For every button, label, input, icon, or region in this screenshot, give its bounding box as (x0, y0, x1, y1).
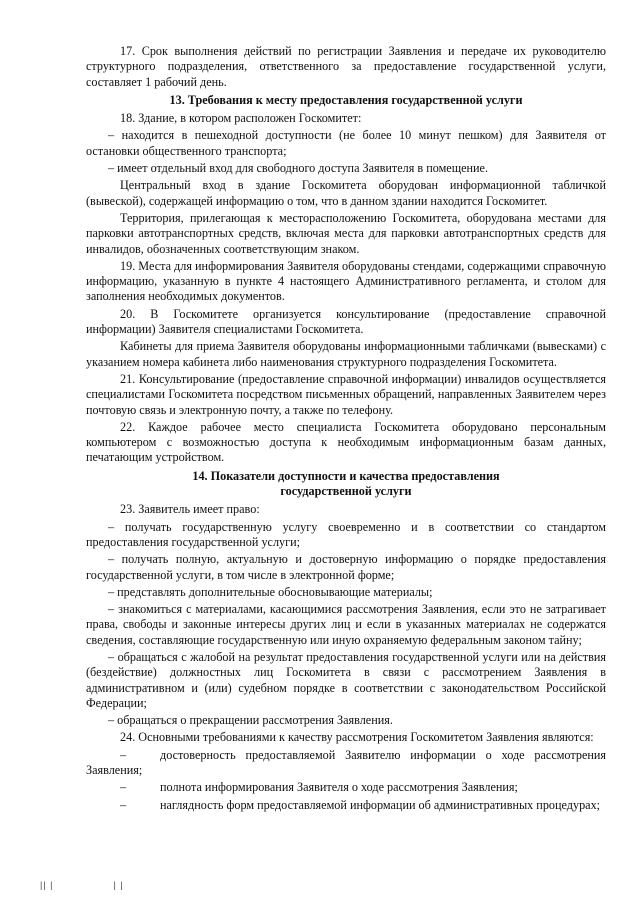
paragraph-24-item-3 (86, 798, 606, 813)
scan-marks (40, 880, 184, 890)
paragraph-23-item-4: – знакомиться с материалами, касающимися рассмотрения Заявления, если это не затрагивает права, свободы и законные интересы других лиц и если в указанных материалах не содержатся сведения, составляющие государственную или иную охраняемую федеральным законом тайну; (86, 602, 606, 647)
scan-mark-left: || | (40, 880, 54, 890)
paragraph-19: 19. Места для информирования Заявителя оборудованы стендами, содержащими справочную информацию, указанную в пункте 4 настоящего Административного регламента, и столом для заполнения необходимых документов. (86, 258, 606, 304)
paragraph-24-item-1 (86, 748, 606, 779)
document-page (86, 44, 606, 813)
paragraph-23-item-2: – получать полную, актуальную и достоверную информацию о порядке предоставления государственной услуги, в том числе в электронной форме; (86, 552, 606, 582)
paragraph-22: 22. Каждое рабочее место специалиста Госкомитета оборудовано персональным компьютером с возможностью доступа к необходимым информационным базам данных, печатающим устройством. (86, 419, 606, 465)
paragraph-17: 17. Срок выполнения действий по регистрации Заявления и передаче их руководителю структурного подразделения, ответственного за предоставление государственной услуги, составляет 1 рабочий день. (86, 44, 606, 89)
paragraph-24-item-1-text: достоверность предоставляемой Заявителю информации о ходе рассмотрения Заявления; (86, 747, 606, 778)
section-heading-14-line-1: 14. Показатели доступности и качества предоставления (192, 468, 500, 483)
paragraph-23-item-3: – представлять дополнительные обосновывающие материалы; (108, 584, 433, 599)
dash-marker: – (120, 747, 127, 762)
section-heading-14 (86, 469, 606, 500)
paragraph-23-item-6: – обращаться о прекращении рассмотрения Заявления. (108, 713, 393, 728)
paragraph-20: 20. В Госкомитете организуется консультирование (предоставление справочной информации) Заявителя специалистами Госкомитета. (86, 306, 606, 337)
section-heading-13: 13. Требования к месту предоставления государственной услуги (169, 92, 523, 107)
paragraph-24-item-2 (86, 780, 606, 795)
paragraph-24-item-2-text: полнота информирования Заявителя о ходе рассмотрения Заявления; (160, 780, 518, 795)
paragraph-24: 24. Основными требованиями к качеству рассмотрения Госкомитетом Заявления являются: (120, 730, 594, 745)
section-heading-14-line-2: государственной услуги (280, 484, 412, 499)
paragraph-18: 18. Здание, в котором расположен Госкомитет: (120, 111, 362, 126)
scan-mark-right: | | (113, 880, 124, 890)
paragraph-24-item-3-text: наглядность форм предоставляемой информации об административных процедурах; (160, 797, 601, 812)
paragraph-23-item-1: – получать государственную услугу своевременно и в соответствии со стандартом предоставления государственной услуги; (86, 519, 606, 549)
paragraph-21: 21. Консультирование (предоставление справочной информации) инвалидов осуществляется специалистами Госкомитета посредством письменных обращений, направленных Заявителем через почтовую связь и электронную почту, а также по телефону. (86, 371, 606, 417)
paragraph-18-entrance: Центральный вход в здание Госкомитета оборудован информационной табличкой (вывеской), содержащей информацию о том, что в данном здании находится Госкомитет. (86, 178, 606, 208)
paragraph-18-item-1: – находится в пешеходной доступности (не более 10 минут пешком) для Заявителя от остановки общественного транспорта; (86, 128, 606, 158)
dash-marker: – (120, 797, 127, 812)
dash-marker: – (120, 780, 127, 795)
paragraph-23: 23. Заявитель имеет право: (120, 502, 260, 517)
paragraph-23-item-5: – обращаться с жалобой на результат предоставления государственной услуги или на действия (бездействие) должностных лиц Госкомитета в связи с рассмотрением Заявления в административном и (или) судебном порядке в соответствии с законодательством Российской Федерации; (86, 649, 606, 710)
paragraph-18-parking: Территория, прилегающая к месторасположению Госкомитета, оборудована местами для парковки автотранспортных средств, включая места для парковки автотранспортных средств для инвалидов, обозначенных соответствующим знаком. (86, 210, 606, 256)
paragraph-18-item-2: – имеет отдельный вход для свободного доступа Заявителя в помещение. (108, 161, 488, 176)
paragraph-20-offices: Кабинеты для приема Заявителя оборудованы информационными табличками (вывесками) с указанием номера кабинета либо наименования структурного подразделения Госкомитета. (86, 339, 606, 369)
